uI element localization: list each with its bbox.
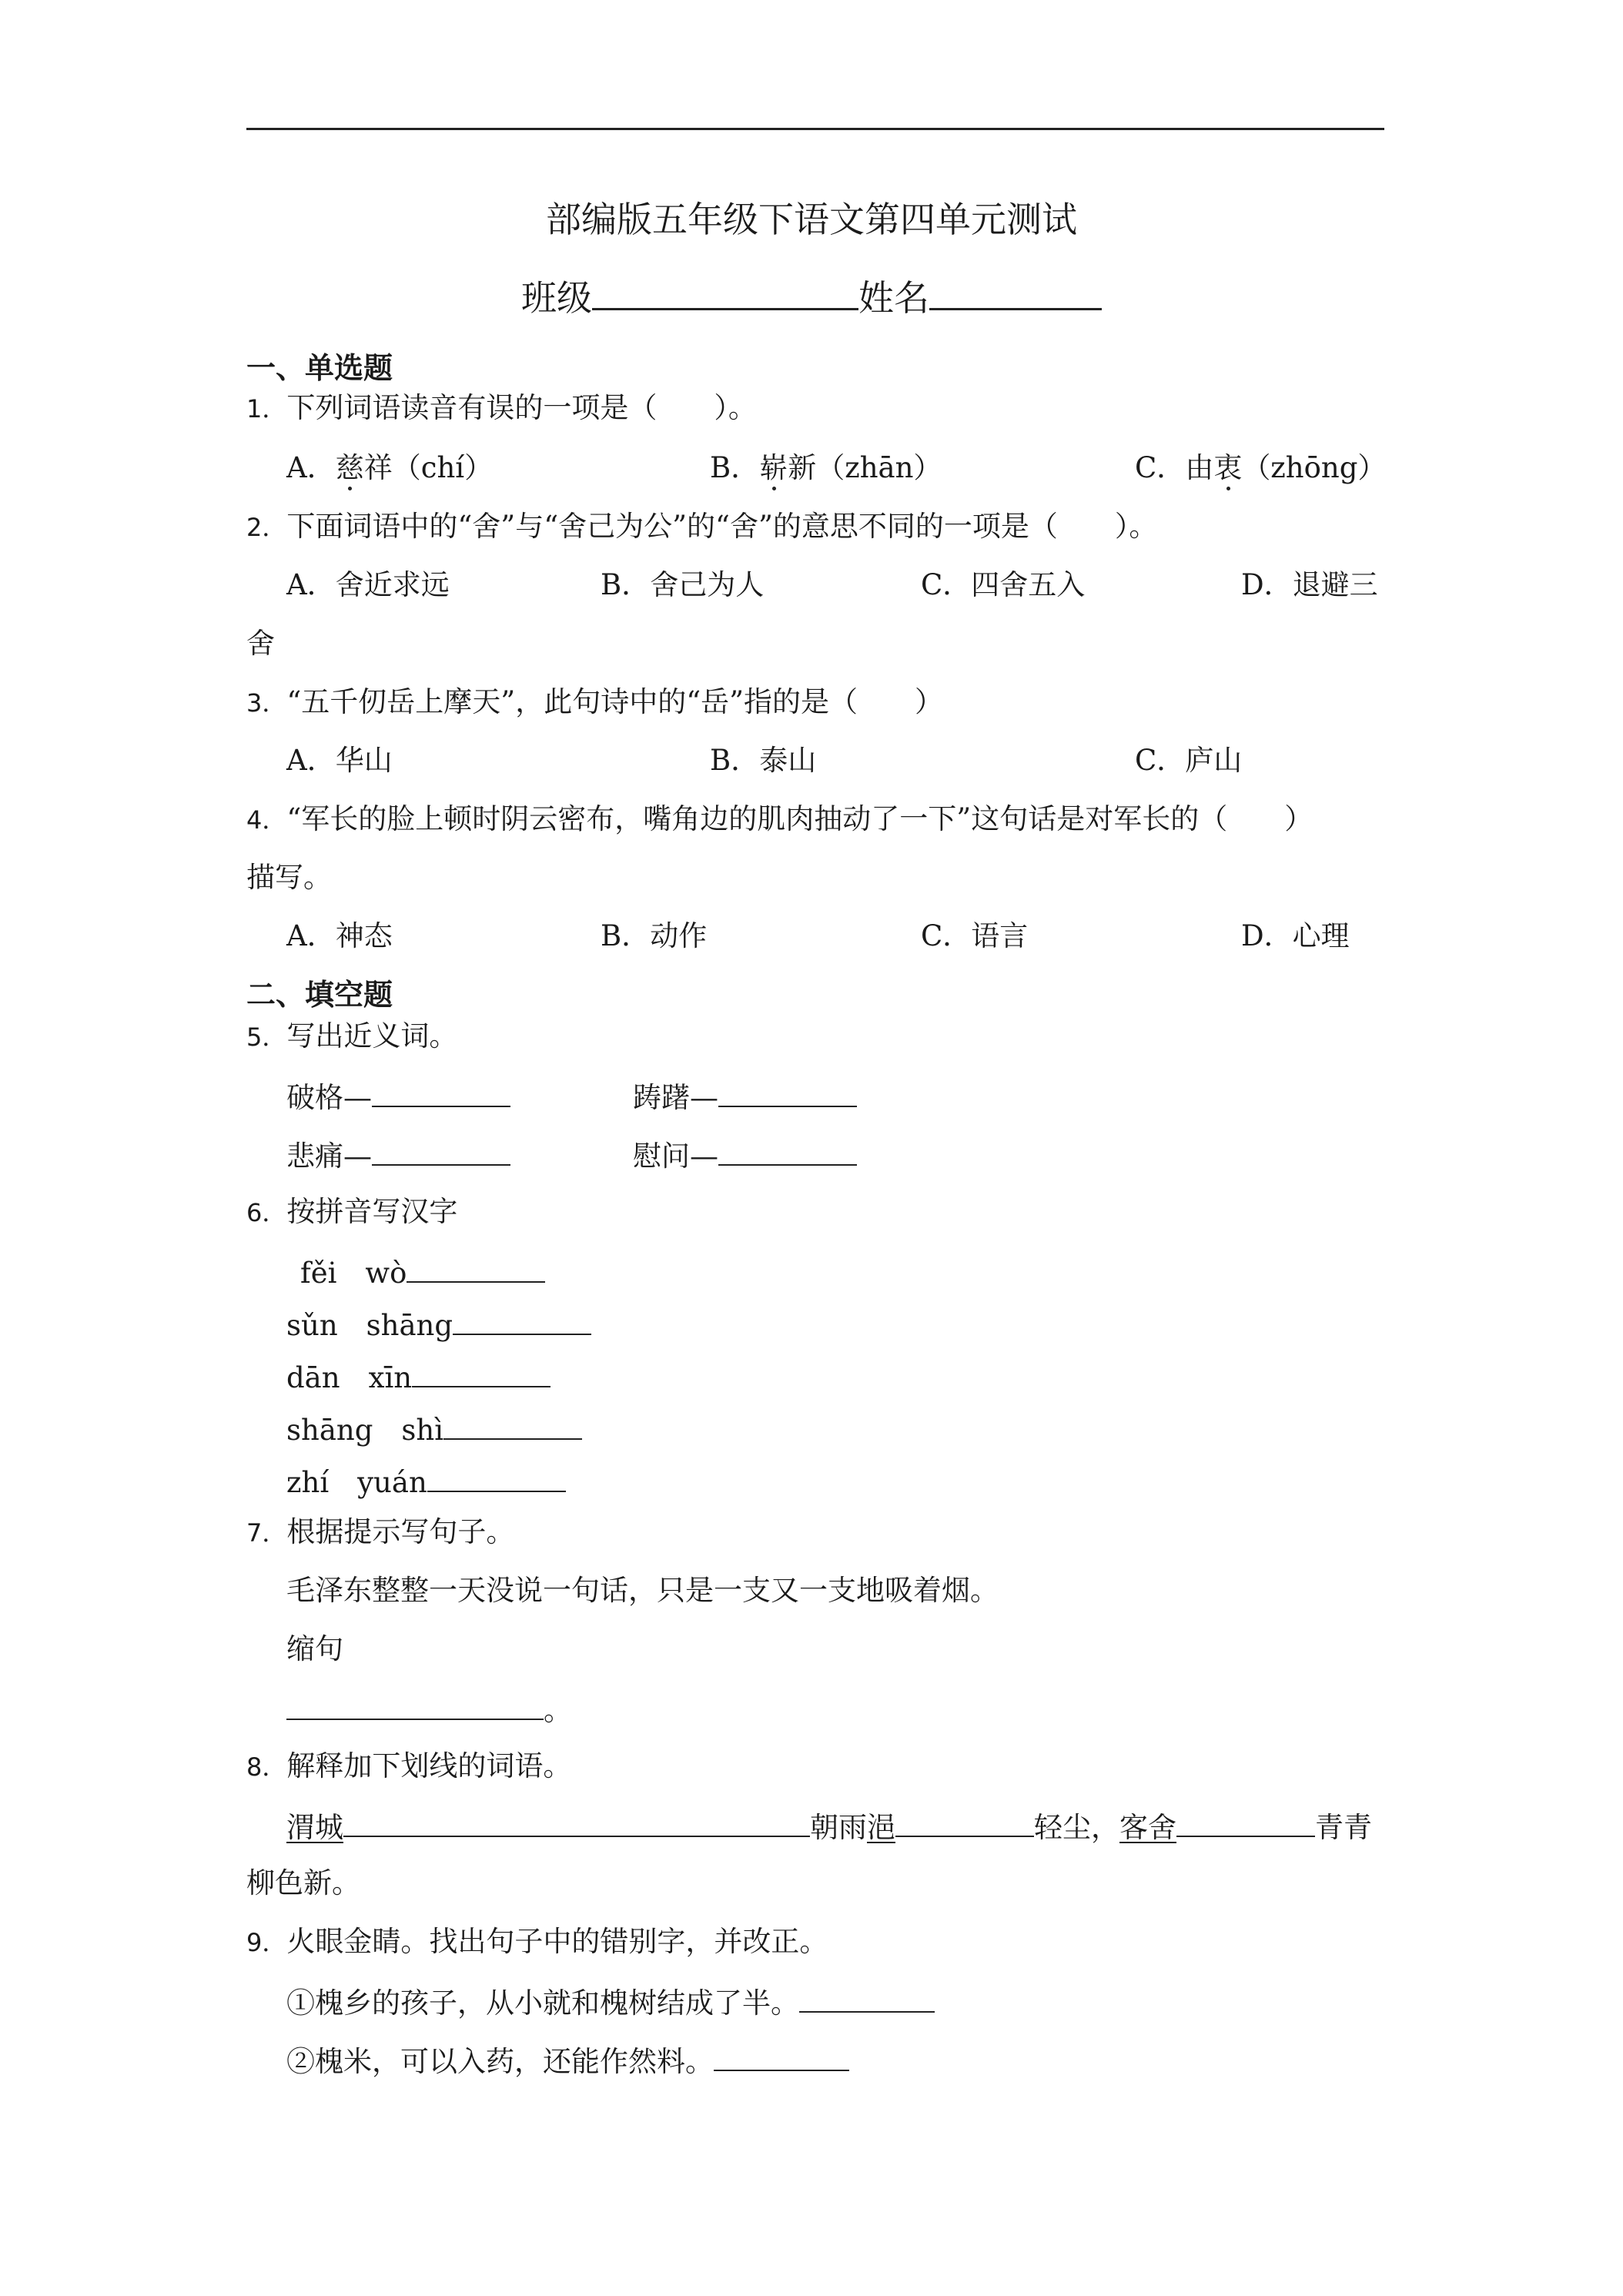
- pinyin: fěi wò: [300, 1257, 407, 1290]
- q2-option-a[interactable]: A．舍近求远: [286, 568, 450, 601]
- word: 破格—: [286, 1081, 372, 1114]
- answer-blank[interactable]: [286, 1689, 544, 1720]
- q8-poem-continuation: 柳色新。: [246, 1866, 360, 1899]
- word: 慰问—: [633, 1140, 718, 1173]
- question-4: [246, 801, 1313, 838]
- page-title: 部编版五年级下语文第四单元测试: [546, 199, 1077, 240]
- poem-text: 朝雨: [810, 1811, 867, 1844]
- question-text: 下面词语中的“舍”与“舍己为公”的“舍”的意思不同的一项是（ ）。: [286, 510, 1158, 543]
- q2-option-d-continuation: 舍: [246, 627, 275, 660]
- class-blank[interactable]: [592, 274, 858, 310]
- answer-blank[interactable]: [718, 1076, 857, 1107]
- sentence: 槐米，可以入药，还能作然料。: [315, 2045, 714, 2078]
- question-number: 7．: [246, 1518, 287, 1548]
- question-text: 解释加下划线的词语。: [286, 1749, 572, 1782]
- q4-option-d[interactable]: D．心理: [1241, 919, 1350, 952]
- q3-option-b[interactable]: B．泰山: [710, 744, 817, 777]
- question-8: [246, 1748, 571, 1786]
- class-label: 班级: [521, 277, 592, 319]
- q7-sentence: 毛泽东整整一天没说一句话，只是一支又一支地吸着烟。: [286, 1574, 999, 1607]
- question-3: [246, 684, 943, 721]
- answer-blank[interactable]: [427, 1461, 566, 1492]
- q6-item-1: [300, 1252, 545, 1292]
- answer-blank[interactable]: [799, 1982, 935, 2013]
- q7-hint: 缩句: [286, 1632, 343, 1665]
- question-text: 根据提示写句子。: [286, 1515, 515, 1548]
- sentence: 槐乡的孩子，从小就和槐树结成了半。: [315, 1986, 799, 2020]
- q3-option-a[interactable]: A．华山: [286, 744, 393, 777]
- q6-item-4: [286, 1409, 582, 1449]
- question-9: [246, 1923, 828, 1961]
- q9-item-1: [286, 1982, 935, 2022]
- answer-blank[interactable]: [407, 1252, 545, 1283]
- option-text: 新（zhān）: [788, 451, 942, 484]
- period: 。: [544, 1694, 572, 1727]
- underlined-word: 浥: [867, 1811, 895, 1844]
- word: 踌躇—: [633, 1081, 718, 1114]
- circled-number-1: ①: [286, 1986, 315, 2020]
- question-6: [246, 1193, 457, 1231]
- option-text: 祥（chí）: [363, 451, 494, 484]
- q2-option-b[interactable]: B．舍己为人: [601, 568, 765, 601]
- q4-option-a[interactable]: A．神态: [286, 919, 393, 952]
- question-number: 1．: [246, 394, 287, 423]
- answer-blank[interactable]: [412, 1357, 550, 1387]
- answer-blank[interactable]: [895, 1806, 1034, 1837]
- option-label: C．: [1135, 451, 1186, 484]
- question-1: [246, 390, 757, 427]
- pinyin: dān xīn: [286, 1361, 413, 1394]
- option-text: 由: [1185, 451, 1214, 484]
- question-4-continuation: 描写。: [246, 861, 332, 894]
- answer-blank[interactable]: [372, 1076, 510, 1107]
- pinyin: sǔn shāng: [286, 1309, 453, 1342]
- option-label: A．: [286, 451, 336, 484]
- pinyin: zhí yuán: [286, 1466, 427, 1499]
- answer-blank[interactable]: [443, 1409, 582, 1440]
- answer-blank[interactable]: [1176, 1806, 1315, 1837]
- dotted-char: 衷: [1213, 451, 1243, 484]
- question-text: 按拼音写汉字: [286, 1195, 458, 1228]
- q3-option-c[interactable]: C．庐山: [1135, 744, 1243, 777]
- question-number: 8．: [246, 1752, 287, 1782]
- name-blank[interactable]: [929, 274, 1102, 310]
- question-number: 2．: [246, 513, 287, 542]
- underlined-word: 渭城: [286, 1811, 343, 1844]
- q5-item-3: [286, 1135, 510, 1175]
- question-7: [246, 1514, 514, 1551]
- option-text: （zhōng）: [1242, 451, 1387, 484]
- q8-poem-line: [286, 1806, 1372, 1846]
- q1-option-c[interactable]: [1135, 450, 1386, 487]
- q6-item-5: [286, 1461, 566, 1501]
- question-number: 6．: [246, 1198, 287, 1227]
- question-number: 4．: [246, 805, 287, 835]
- circled-number-2: ②: [286, 2045, 315, 2078]
- dotted-char: 慈: [335, 451, 364, 484]
- question-text: 写出近义词。: [286, 1019, 458, 1053]
- answer-blank[interactable]: [372, 1135, 510, 1166]
- q4-option-c[interactable]: C．语言: [921, 919, 1029, 952]
- question-5: [246, 1018, 457, 1056]
- q2-option-d[interactable]: D．退避三: [1241, 568, 1378, 601]
- question-number: 5．: [246, 1022, 287, 1052]
- q1-option-a[interactable]: [286, 450, 493, 487]
- question-text: “军长的脸上顿时阴云密布，嘴角边的肌肉抽动了一下”这句话是对军长的（ ）: [286, 802, 1313, 835]
- q5-item-4: [633, 1135, 857, 1175]
- q4-option-b[interactable]: B．动作: [601, 919, 708, 952]
- header-rule: [246, 128, 1384, 130]
- q6-item-3: [286, 1357, 550, 1397]
- q2-option-c[interactable]: C．四舍五入: [921, 568, 1086, 601]
- section-fill-in: 二、填空题: [246, 978, 393, 1012]
- question-number: 3．: [246, 688, 287, 718]
- underlined-word: 客舍: [1119, 1811, 1176, 1844]
- answer-blank[interactable]: [453, 1304, 591, 1335]
- dotted-char: 崭: [759, 451, 788, 484]
- question-text: “五千仞岳上摩天”，此句诗中的“岳”指的是（ ）: [286, 685, 944, 718]
- word: 悲痛—: [286, 1140, 372, 1173]
- q7-answer-line: [286, 1689, 572, 1729]
- answer-blank[interactable]: [714, 2040, 849, 2071]
- q5-item-2: [633, 1076, 857, 1116]
- student-info-line: [0, 274, 1623, 321]
- question-number: 9．: [246, 1928, 287, 1957]
- pinyin: shāng shì: [286, 1414, 444, 1447]
- question-text: 火眼金睛。找出句子中的错别字，并改正。: [286, 1925, 828, 1958]
- name-label: 姓名: [858, 277, 929, 319]
- poem-text: 轻尘，: [1034, 1811, 1119, 1844]
- q5-item-1: [286, 1076, 510, 1116]
- question-2: [246, 508, 1157, 546]
- section-single-choice: 一、单选题: [246, 351, 393, 385]
- poem-text: 青青: [1315, 1811, 1372, 1844]
- q9-item-2: [286, 2040, 849, 2080]
- answer-blank[interactable]: [718, 1135, 857, 1166]
- q1-option-b[interactable]: [710, 450, 942, 487]
- question-text: 下列词语读音有误的一项是（ ）。: [286, 391, 757, 424]
- answer-blank[interactable]: [343, 1806, 810, 1837]
- q6-item-2: [286, 1304, 591, 1344]
- option-label: B．: [710, 451, 760, 484]
